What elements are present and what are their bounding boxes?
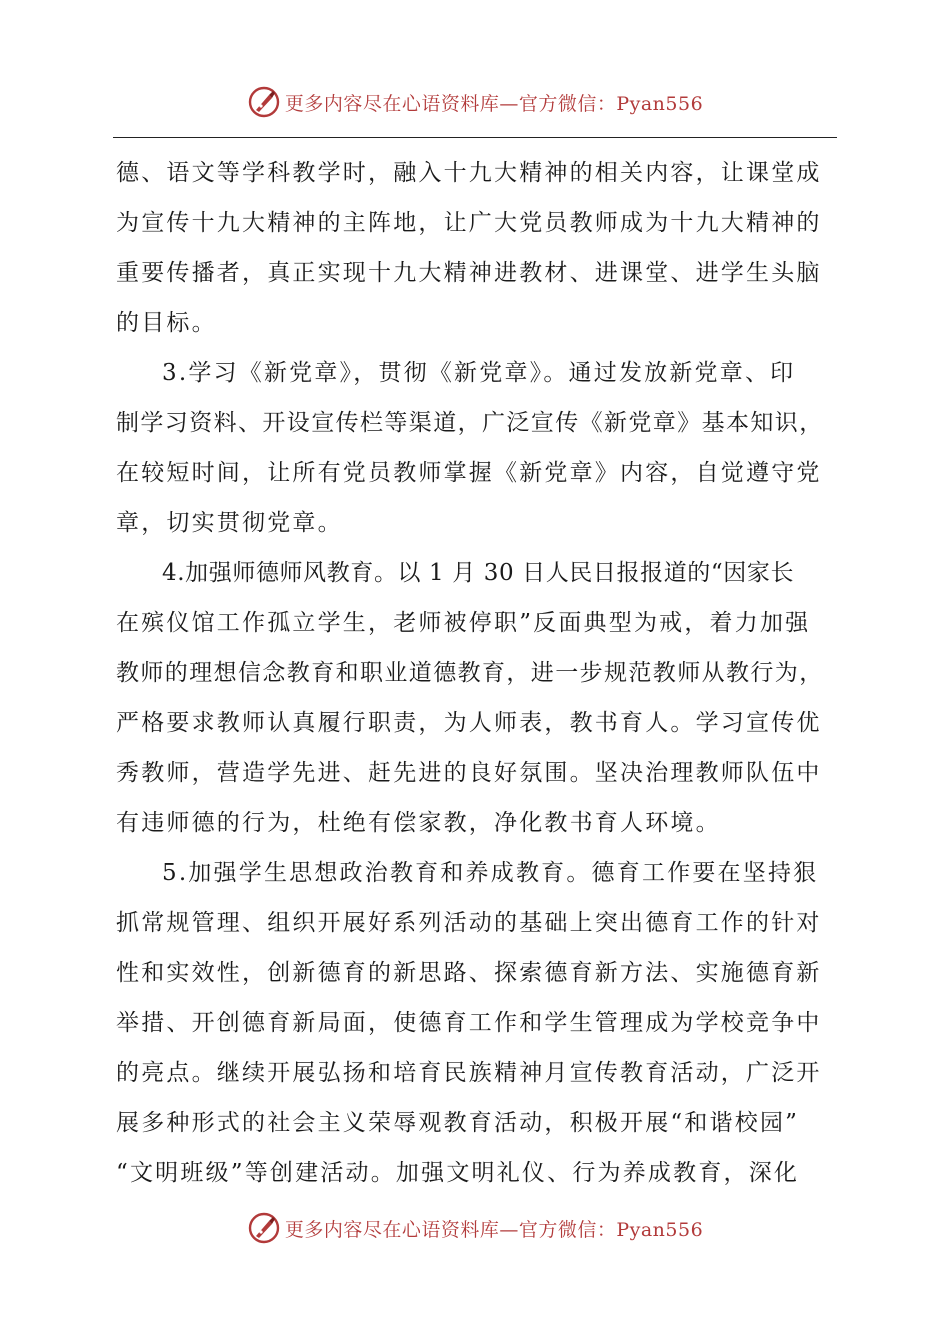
paragraph-start-line: 5.加强学生思想政治教育和养成教育。德育工作要在坚持狠: [162, 860, 819, 886]
page-footer-banner: [0, 1208, 950, 1248]
body-line: 严格要求教师认真履行职责，为人师表，教书育人。学习宣传优: [116, 710, 822, 736]
pen-nib-circle-logo-icon: [247, 85, 281, 119]
header-text: 更多内容尽在心语资料库—官方微信：Pyan556: [284, 92, 704, 115]
body-line: 举措、开创德育新局面，使德育工作和学生管理成为学校竞争中: [116, 1010, 822, 1036]
body-line: 在较短时间，让所有党员教师掌握《新党章》内容，自觉遵守党: [116, 460, 822, 486]
body-line: 制学习资料、开设宣传栏等渠道，广泛宣传《新党章》基本知识，: [116, 410, 824, 436]
page-header-banner: [0, 82, 950, 122]
header-divider: [113, 137, 837, 138]
body-line: 章，切实贯彻党章。: [116, 510, 343, 536]
body-line: 为宣传十九大精神的主阵地，让广大党员教师成为十九大精神的: [116, 210, 822, 236]
body-line: 的目标。: [116, 310, 217, 336]
body-line: 性和实效性，创新德育的新思路、探索德育新方法、实施德育新: [116, 960, 822, 986]
body-line: 重要传播者，真正实现十九大精神进教材、进课堂、进学生头脑: [116, 260, 822, 286]
document-body: [116, 148, 838, 1198]
body-line: 展多种形式的社会主义荣辱观教育活动，积极开展“和谐校园”: [116, 1110, 800, 1136]
body-line: 有违师德的行为，杜绝有偿家教，净化教书育人环境。: [116, 810, 721, 836]
body-line: “文明班级”等创建活动。加强文明礼仪、行为养成教育，深化: [116, 1160, 800, 1186]
body-line: 的亮点。继续开展弘扬和培育民族精神月宣传教育活动，广泛开: [116, 1060, 822, 1086]
paragraph-start-line: 4.加强师德师风教育。以 1 月 30 日人民日报报道的“因家长: [162, 560, 795, 586]
body-line: 教师的理想信念教育和职业道德教育，进一步规范教师从教行为，: [116, 660, 824, 686]
body-line: 秀教师，营造学先进、赶先进的良好氛围。坚决治理教师队伍中: [116, 760, 822, 786]
pen-nib-circle-logo-icon: [247, 1211, 281, 1245]
body-line: 在殡仪馆工作孤立学生，老师被停职”反面典型为戒，着力加强: [116, 610, 811, 636]
body-line: 德、语文等学科教学时，融入十九大精神的相关内容，让课堂成: [116, 160, 822, 186]
body-line: 抓常规管理、组织开展好系列活动的基础上突出德育工作的针对: [116, 910, 822, 936]
paragraph-start-line: 3.学习《新党章》，贯彻《新党章》。通过发放新党章、印: [162, 360, 796, 386]
footer-text: 更多内容尽在心语资料库—官方微信：Pyan556: [284, 1218, 704, 1241]
